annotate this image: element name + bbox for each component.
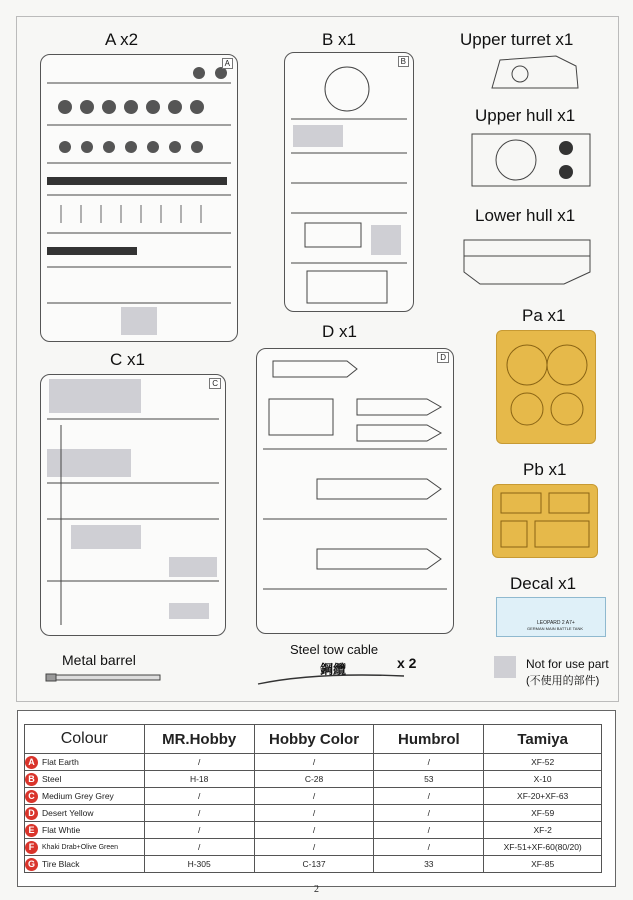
colour-letter-badge: F (25, 841, 38, 854)
colour-letter-badge: A (25, 756, 38, 769)
col-humbrol: Humbrol (374, 725, 484, 754)
tow-cable-drawing (256, 670, 406, 686)
humbrol-cell: / (374, 788, 484, 805)
sprue-b (284, 52, 414, 312)
hobbycolor-cell: / (254, 822, 374, 839)
colour-name: Khaki Drab+Olive Green (42, 843, 119, 851)
sprue-b-drawing (285, 53, 413, 311)
page-number: 2 (314, 884, 319, 895)
colour-letter-badge: E (25, 824, 38, 837)
decal-label: Decal x1 (510, 574, 577, 593)
table-row (25, 839, 602, 856)
tamiya-cell: XF-52 (484, 754, 602, 771)
hobbycolor-cell: / (254, 754, 374, 771)
tamiya-cell: XF-51+XF-60(80/20) (484, 839, 602, 856)
lower-hull-drawing (460, 232, 594, 288)
sprue-c-drawing (41, 375, 225, 635)
humbrol-cell: / (374, 839, 484, 856)
hobbycolor-cell: / (254, 788, 374, 805)
mrhobby-cell: / (144, 754, 254, 771)
sprue-c-tag: C (209, 378, 221, 389)
humbrol-cell: 53 (374, 771, 484, 788)
colour-name: Medium Grey Grey (42, 791, 114, 801)
colour-name: Tire Black (42, 859, 80, 869)
sprue-a-label: A x2 (105, 30, 139, 49)
col-hobbycolor: Hobby Color (254, 725, 374, 754)
tamiya-cell: XF-2 (484, 822, 602, 839)
tow-cable-cn-label: 鋼纜 (320, 662, 347, 677)
decal-line2: GERMAN MAIN BATTLE TANK (527, 626, 584, 631)
pb-label: Pb x1 (523, 460, 567, 479)
col-colour: Colour (25, 725, 145, 754)
upper-turret-drawing (486, 52, 582, 92)
mrhobby-cell: / (144, 805, 254, 822)
table-row (25, 754, 602, 771)
not-for-use-label: Not for use part (526, 657, 609, 671)
sprue-b-tag: B (398, 56, 409, 67)
pa-drawing (497, 331, 595, 443)
tamiya-cell: XF-20+XF-63 (484, 788, 602, 805)
table-row (25, 822, 602, 839)
table-row (25, 856, 602, 873)
mrhobby-cell: / (144, 788, 254, 805)
sprue-d-label: D x1 (322, 322, 357, 341)
col-tamiya: Tamiya (484, 725, 602, 754)
colour-table (24, 724, 602, 873)
metal-barrel-drawing (44, 672, 164, 684)
tamiya-cell: XF-59 (484, 805, 602, 822)
mrhobby-cell: H-18 (144, 771, 254, 788)
table-row (25, 771, 602, 788)
sprue-d-drawing (257, 349, 453, 633)
col-mrhobby: MR.Hobby (144, 725, 254, 754)
humbrol-cell: / (374, 805, 484, 822)
sprue-a (40, 54, 238, 342)
tow-cable-qty: x 2 (397, 655, 417, 671)
table-row (25, 788, 602, 805)
pa-label: Pa x1 (522, 306, 566, 325)
tow-cable-label: Steel tow cable (290, 642, 379, 657)
upper-turret-label: Upper turret x1 (460, 30, 574, 49)
colour-letter-badge: G (25, 858, 38, 871)
sprue-b-label: B x1 (322, 30, 357, 49)
colour-name: Steel (42, 774, 62, 784)
upper-hull-label: Upper hull x1 (475, 106, 576, 125)
mrhobby-cell: / (144, 839, 254, 856)
table-row (25, 805, 602, 822)
colour-letter-badge: C (25, 790, 38, 803)
mrhobby-cell: / (144, 822, 254, 839)
lower-hull-label: Lower hull x1 (475, 206, 576, 225)
tamiya-cell: XF-85 (484, 856, 602, 873)
decal-line1: LEOPARD 2 A7+ (537, 620, 575, 626)
sprue-d-tag: D (437, 352, 449, 363)
colour-name: Flat Whtie (42, 825, 81, 835)
hobbycolor-cell: / (254, 839, 374, 856)
mrhobby-cell: H-305 (144, 856, 254, 873)
hobbycolor-cell: C-28 (254, 771, 374, 788)
not-for-use-swatch (494, 656, 516, 678)
metal-barrel-label: Metal barrel (62, 652, 136, 668)
not-for-use-cn-label: (不使用的部件) (526, 675, 600, 687)
colour-letter-badge: D (25, 807, 38, 820)
colour-name: Flat Earth (42, 757, 79, 767)
decal-sheet (496, 597, 606, 637)
humbrol-cell: / (374, 822, 484, 839)
sprue-a-tag: A (222, 58, 233, 69)
hobbycolor-cell: C-137 (254, 856, 374, 873)
humbrol-cell: 33 (374, 856, 484, 873)
colour-name: Desert Yellow (42, 808, 94, 818)
photo-etch-pb (492, 484, 598, 558)
sprue-a-drawing (41, 55, 237, 341)
upper-hull-drawing (470, 128, 594, 190)
humbrol-cell: / (374, 754, 484, 771)
sprue-d (256, 348, 454, 634)
colour-letter-badge: B (25, 773, 38, 786)
sprue-c-label: C x1 (110, 350, 145, 369)
sprue-c (40, 374, 226, 636)
hobbycolor-cell: / (254, 805, 374, 822)
tamiya-cell: X-10 (484, 771, 602, 788)
photo-etch-pa (496, 330, 596, 444)
pb-drawing (493, 485, 597, 557)
